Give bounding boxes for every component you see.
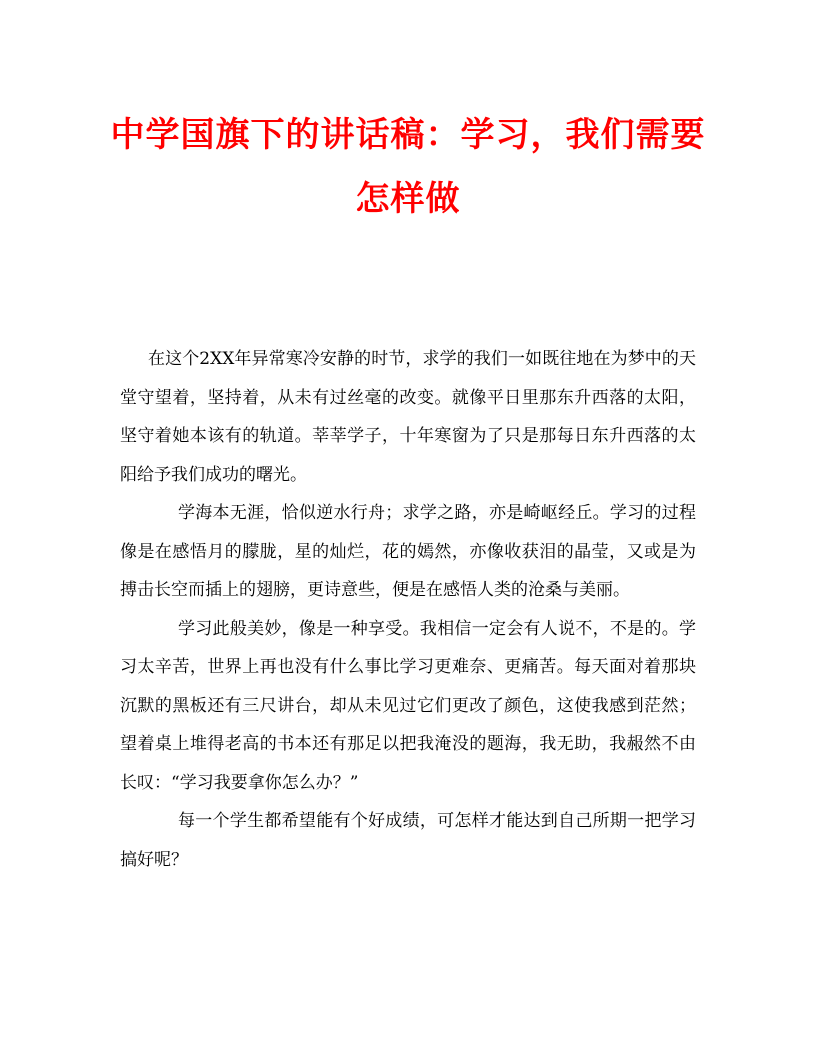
document-body xyxy=(120,340,696,879)
paragraph-3: 学习此般美妙，像是一种享受。我相信一定会有人说不，不是的。学习太辛苦，世界上再也没有什么事比学习更难奈、更痛苦。每天面对着那块沉默的黑板还有三尺讲台，却从未见过它们更改了颜色，这使我感到茫然；望着桌上堆得老高的书本还有那足以把我淹没的题海，我无助，我赧然不由长叹：“学习我要拿你怎么办？” xyxy=(120,618,696,793)
paragraph-4: 每一个学生都希望能有个好成绩，可怎样才能达到自己所期一把学习搞好呢？ xyxy=(120,811,696,870)
paragraph-2: 学海本无涯，恰似逆水行舟；求学之路，亦是崎岖经丘。学习的过程像是在感悟月的朦胧，星的灿烂，花的嫣然，亦像收获泪的晶莹，又或是为搏击长空而插上的翅膀，更诗意些，便是在感悟人类的沧桑与美丽。 xyxy=(120,503,696,600)
document-title: 中学国旗下的讲话稿：学习，我们需要怎样做 xyxy=(110,115,706,219)
paragraph-1: 在这个2XX年异常寒冷安静的时节，求学的我们一如既往地在为梦中的天堂守望着，坚持着，从未有过丝毫的改变。就像平日里那东升西落的太阳，坚守着她本该有的轨道。莘莘学子，十年寒窗为了只是那每日东升西落的太阳给予我们成功的曙光。 xyxy=(120,349,696,485)
